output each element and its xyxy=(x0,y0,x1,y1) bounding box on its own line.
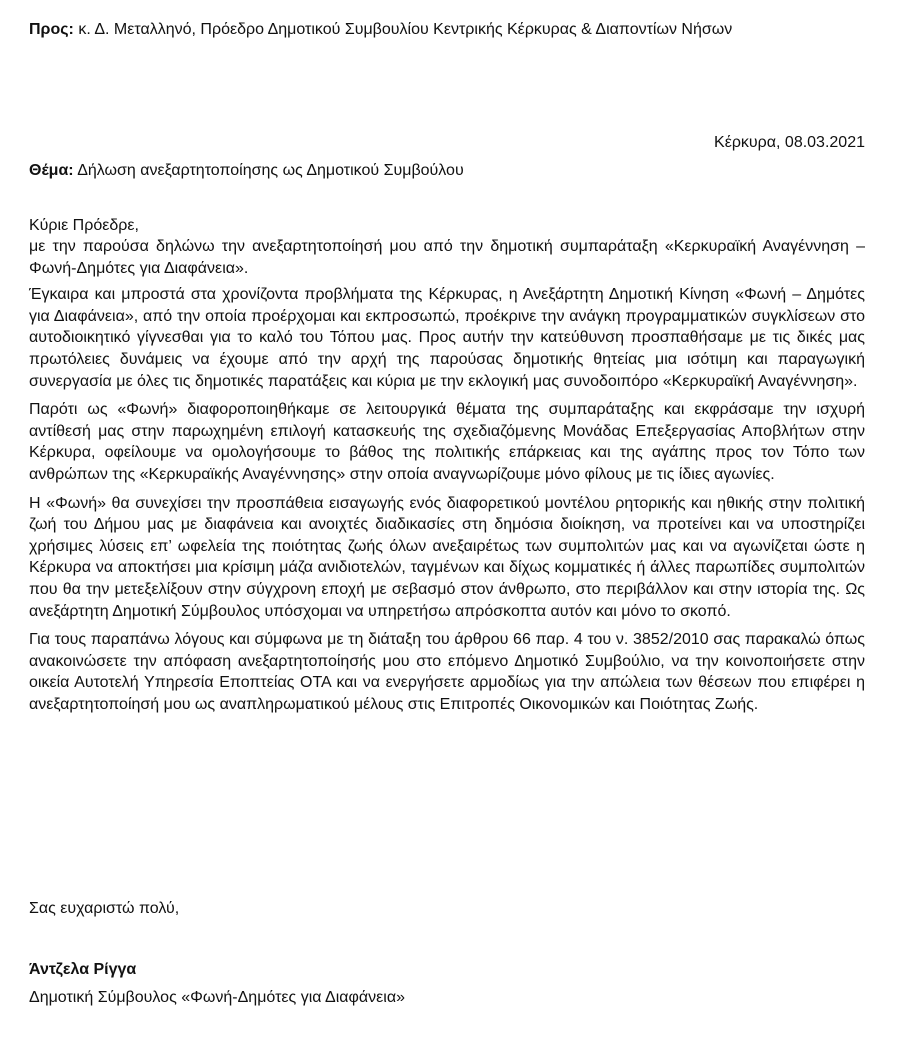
paragraph-4: Η «Φωνή» θα συνεχίσει την προσπάθεια εισαγωγής ενός διαφορετικού μοντέλου ρητορικής και ηθικής στην πολιτική ζωή του Δήμου μας με διαφάνεια και ανοιχτές διαδικασίες στη δημόσια διοίκηση, να προτείνει και να υποστηρίζει χρήσιμες λύσεις επ’ ωφελεία της ποιότητας ζωής όλων ανεξαιρέτως των συμπολιτών μας και να αγωνίζεται ώστε η Κέρκυρα να αποκτήσει μια κρίσιμη μάζα ανιδιοτελών, ταγμένων και δίχως κομματικές ή άλλες παρωπίδες συμπολιτών που θα την μετεξελίξουν στην σύγχρονη εποχή με σεβασμό στον άνθρωπο, στο περιβάλλον και στην ιστορία της. Ως ανεξάρτητη Δημοτική Σύμβουλος υπόσχομαι να υπηρετήσω απρόσκοπτα αυτόν και μόνο το σκοπό. xyxy=(29,494,865,620)
paragraph-2: Έγκαιρα και μπροστά στα χρονίζοντα προβλήματα της Κέρκυρας, η Ανεξάρτητη Δημοτική Κίνηση «Φωνή – Δημότες για Διαφάνεια», από την οποία προέρχομαι και εκπροσωπώ, προέκρινε την ανάγκη προγραμματικών συγκλίσεων στο αυτοδιοικητικό γίγνεσθαι για το καλό του Τόπου μας. Προς αυτήν την κατεύθυνση προσπαθήσαμε με τις δικές μας πρωτόλειες δυνάμεις να έχουμε από την αρχή της παρούσας δημοτικής θητείας μια ισότιμη και παραγωγική συνεργασία με όλες τις δημοτικές παρατάξεις και κύρια με την εκλογική μας συνοδοιπόρο «Κερκυραϊκή Αναγέννηση». xyxy=(29,286,865,390)
signature-name: Άντζελα Ρίγγα xyxy=(29,961,137,978)
signature-role: Δημοτική Σύμβουλος «Φωνή-Δημότες για Διαφάνεια» xyxy=(29,989,406,1006)
subject-label: Θέμα: xyxy=(29,162,74,179)
subject-text: Δήλωση ανεξαρτητοποίησης ως Δημοτικού Συμβούλου xyxy=(77,162,464,179)
letter-body xyxy=(29,236,865,722)
recipient-line xyxy=(29,18,865,41)
paragraph-5: Για τους παραπάνω λόγους και σύμφωνα με τη διάταξη του άρθρου 66 παρ. 4 του ν. 3852/2010 σας παρακαλώ όπως ανακοινώσετε την απόφαση ανεξαρτητοποίησής μου στο επόμενο Δημοτικό Συμβούλιο, να την κοινοποιήσετε στην οικεία Αυτοτελή Υπηρεσία Εποπτείας ΟΤΑ και να ενεργήσετε αρμοδίως για την απώλεια των θέσεων που επιφέρει η ανεξαρτητοποίησή μου ως αναπληρωματικού μέλους στις Επιτροπές Οικονομικών και Ποιότητας Ζωής. xyxy=(29,631,865,713)
salutation: Κύριε Πρόεδρε, xyxy=(29,217,139,234)
closing-line: Σας ευχαριστώ πολύ, xyxy=(29,900,180,917)
recipient-label: Προς: xyxy=(29,21,74,38)
subject-line xyxy=(29,160,865,182)
paragraph-3: Παρότι ως «Φωνή» διαφοροποιηθήκαμε σε λειτουργικά θέματα της συμπαράταξης και εκφράσαμε την ισχυρή αντίθεσή μας στην παρωχημένη επιλογή κατασκευής της σχεδιαζόμενης Μονάδας Επεξεργασίας Αποβλήτων στην Κέρκυρα, οφείλουμε να ομολογήσουμε το βάθος της πολιτικής επάρκειας και της αγάπης προς τον Τόπο των ανθρώπων της «Κερκυραϊκής Αναγέννησης» στην οποία αναγνωρίζουμε μόνο φίλους με τις ίδιες αγωνίες. xyxy=(29,401,865,483)
paragraph-1: με την παρούσα δηλώνω την ανεξαρτητοποίησή μου από την δημοτική συμπαράταξη «Κερκυραϊκή Αναγέννηση – Φωνή-Δημότες για Διαφάνεια». xyxy=(29,238,865,277)
recipient-text: κ. Δ. Μεταλληνό, Πρόεδρο Δημοτικού Συμβουλίου Κεντρικής Κέρκυρας & Διαποντίων Νήσων xyxy=(78,21,733,38)
date-line: Κέρκυρα, 08.03.2021 xyxy=(714,134,865,151)
